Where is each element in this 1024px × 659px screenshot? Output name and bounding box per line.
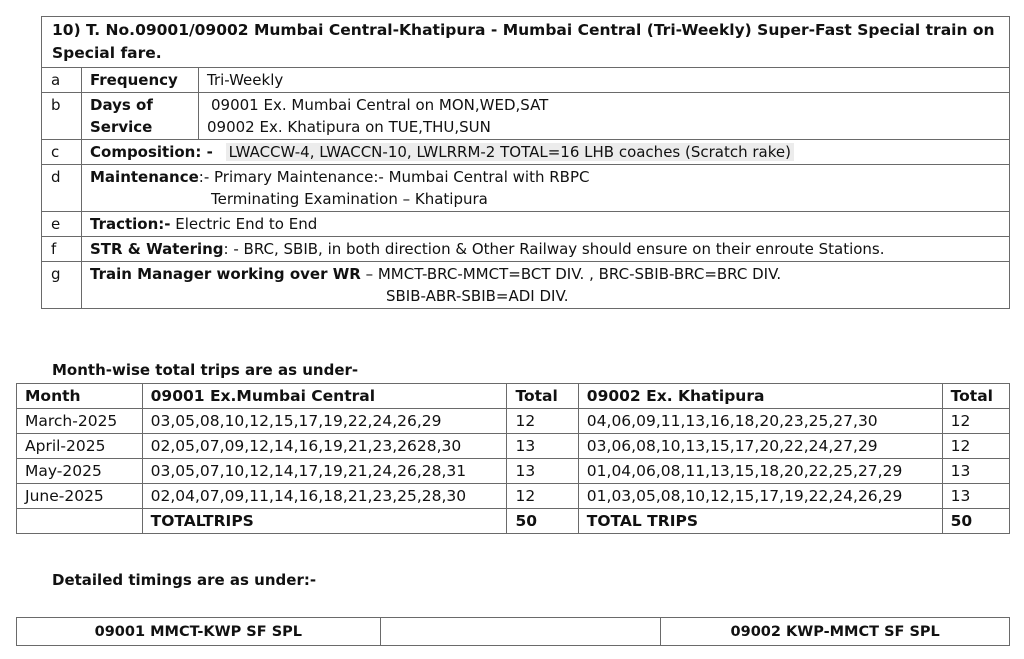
monthly-trips-table [16, 383, 1010, 534]
info-row-maintenance [42, 165, 1010, 212]
row-letter: a [42, 68, 82, 93]
days-label-line2: Service [90, 118, 153, 136]
maintenance-cell [82, 165, 1010, 212]
timings-header-row [17, 618, 1010, 646]
train-manager-line2: SBIB-ABR-SBIB=ADI DIV. [386, 287, 569, 305]
traction-cell [82, 212, 1010, 237]
row-letter: c [42, 140, 82, 165]
month-cell: May-2025 [17, 459, 143, 484]
total-trips-09002: 50 [942, 509, 1009, 534]
train-manager-line1: – MMCT-BRC-MMCT=BCT DIV. , BRC-SBIB-BRC=BRC DIV. [360, 265, 782, 283]
days-of-service-label [82, 93, 199, 140]
dates-09002-cell: 01,04,06,08,11,13,15,18,20,22,25,27,29 [578, 459, 942, 484]
total-row [17, 509, 1010, 534]
str-watering-cell [82, 237, 1010, 262]
dates-09001-cell: 02,05,07,09,12,14,16,19,21,23,2628,30 [142, 434, 507, 459]
frequency-value: Tri-Weekly [199, 68, 1010, 93]
col-09002-dates [578, 384, 942, 409]
month-cell: March-2025 [17, 409, 143, 434]
composition-value: LWACCW-4, LWACCN-10, LWLRRM-2 TOTAL=16 LHB coaches (Scratch rake) [226, 143, 794, 161]
train-title: 10) T. No.09001/09002 Mumbai Central-Khatipura - Mumbai Central (Tri-Weekly) Super-Fast Special train on Special fare. [42, 17, 1010, 68]
traction-value: Electric End to End [170, 215, 318, 233]
month-cell: April-2025 [17, 434, 143, 459]
info-row-str-watering [42, 237, 1010, 262]
timings-section-title: Detailed timings are as under:- [52, 571, 317, 589]
dates-09002-cell: 01,03,05,08,10,12,15,17,19,22,24,26,29 [578, 484, 942, 509]
total-trips-label-09002: TOTAL TRIPS [578, 509, 942, 534]
days-label-line1: Days of [90, 96, 153, 114]
row-letter: b [42, 93, 82, 140]
col-09001-total: Total [507, 384, 578, 409]
days-09001: 09001 Ex. Mumbai Central on MON,WED,SAT [211, 96, 549, 114]
info-row-train-manager [42, 262, 1010, 309]
table-row [17, 434, 1010, 459]
str-watering-value: : - BRC, SBIB, in both direction & Other Railway should ensure on their enroute Stations. [223, 240, 885, 258]
maintenance-primary: :- Primary Maintenance:- Mumbai Central with RBPC [198, 168, 590, 186]
timings-09002-header: 09002 KWP-MMCT SF SPL [661, 618, 1010, 646]
row-letter: g [42, 262, 82, 309]
train-manager-cell [82, 262, 1010, 309]
table-row [17, 484, 1010, 509]
total-09002-cell: 12 [942, 409, 1009, 434]
col-09002-dates-label: 09002 Ex. Khatipura [586, 387, 765, 405]
col-09001-dates: 09001 Ex.Mumbai Central [142, 384, 507, 409]
total-09002-cell: 13 [942, 459, 1009, 484]
total-09002-cell: 13 [942, 484, 1009, 509]
maintenance-label: Maintenance [90, 168, 199, 186]
row-letter: f [42, 237, 82, 262]
row-letter: d [42, 165, 82, 212]
days-of-service-value [199, 93, 1010, 140]
col-09002-total: Total [942, 384, 1009, 409]
dates-09001-cell: 03,05,07,10,12,14,17,19,21,24,26,28,31 [142, 459, 507, 484]
total-09001-cell: 12 [507, 409, 578, 434]
train-info-table [41, 16, 1010, 309]
trips-section-title: Month-wise total trips are as under- [52, 361, 359, 379]
dates-09002-cell: 03,06,08,10,13,15,17,20,22,24,27,29 [578, 434, 942, 459]
table-row [17, 409, 1010, 434]
info-row-traction [42, 212, 1010, 237]
trips-header-row [17, 384, 1010, 409]
col-month: Month [17, 384, 143, 409]
info-header-row [42, 17, 1010, 68]
month-cell: June-2025 [17, 484, 143, 509]
dates-09001-cell: 02,04,07,09,11,14,16,18,21,23,25,28,30 [142, 484, 507, 509]
frequency-label: Frequency [82, 68, 199, 93]
empty-cell [17, 509, 143, 534]
info-row-frequency [42, 68, 1010, 93]
row-letter: e [42, 212, 82, 237]
table-row [17, 459, 1010, 484]
composition-cell [82, 140, 1010, 165]
total-09001-cell: 13 [507, 459, 578, 484]
timings-table [16, 617, 1010, 646]
timings-middle-header [380, 618, 661, 646]
timings-09001-header: 09001 MMCT-KWP SF SPL [17, 618, 381, 646]
traction-label: Traction:- [90, 215, 171, 233]
dates-09001-cell: 03,05,08,10,12,15,17,19,22,24,26,29 [142, 409, 507, 434]
days-09002: 09002 Ex. Khatipura on TUE,THU,SUN [207, 118, 491, 136]
str-watering-label: STR & Watering [90, 240, 224, 258]
total-09001-cell: 13 [507, 434, 578, 459]
info-row-composition [42, 140, 1010, 165]
maintenance-terminating: Terminating Examination – Khatipura [211, 190, 488, 208]
total-trips-09001: 50 [507, 509, 578, 534]
total-09002-cell: 12 [942, 434, 1009, 459]
info-row-days-of-service [42, 93, 1010, 140]
train-manager-label: Train Manager working over WR [90, 265, 361, 283]
dates-09002-cell: 04,06,09,11,13,16,18,20,23,25,27,30 [578, 409, 942, 434]
total-trips-label-09001: TOTALTRIPS [142, 509, 507, 534]
composition-label: Composition: - [90, 143, 213, 161]
total-09001-cell: 12 [507, 484, 578, 509]
